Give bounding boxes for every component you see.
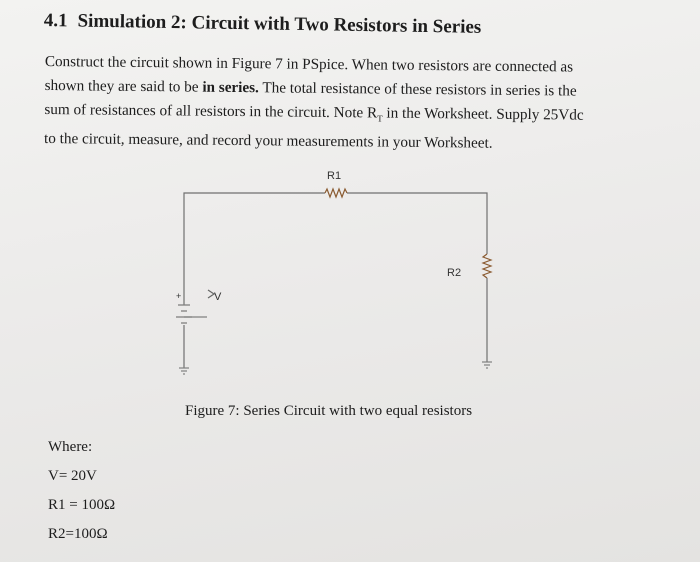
paragraph-line-2: shown they are said to be in series. The total resistance of these resistors in series is the (44, 76, 577, 100)
r2-resistor-symbol (483, 254, 491, 278)
wire-top-left (184, 193, 325, 305)
in-series-term: in series. (202, 78, 259, 97)
r1-value: R1 = 100Ω (48, 497, 116, 513)
source-label: V (214, 291, 222, 303)
r1-resistor-symbol (325, 189, 347, 197)
wire-top-right (347, 193, 487, 254)
voltage-source-symbol (176, 305, 207, 323)
r2-label: R2 (447, 267, 462, 279)
ground-symbol-left (179, 368, 189, 374)
r2-value: R2=100Ω (48, 526, 108, 542)
paragraph-line-1: Construct the circuit shown in Figure 7 in PSpice. When two resistors are connected as (44, 52, 574, 76)
voltage-value: V= 20V (48, 468, 97, 484)
paragraph-line-3: sum of resistances of all resistors in the circuit. Note $R_T$ in the Worksheet. Supply 25Vdc (44, 100, 584, 124)
rt-subscript: T (377, 113, 383, 124)
ground-symbol-right (482, 362, 492, 368)
paragraph-line-4: to the circuit, measure, and record your measurements in your Worksheet. (43, 130, 493, 152)
plus-terminal-label: + (176, 291, 182, 301)
where-label: Where: (48, 439, 93, 455)
given-values (48, 433, 115, 549)
r1-label: R1 (327, 170, 342, 182)
section-title: Simulation 2: Circuit with Two Resistors in Series (77, 10, 482, 38)
section-number: 4.1 (43, 10, 68, 32)
figure-caption: Figure 7: Series Circuit with two equal resistors (185, 403, 473, 419)
